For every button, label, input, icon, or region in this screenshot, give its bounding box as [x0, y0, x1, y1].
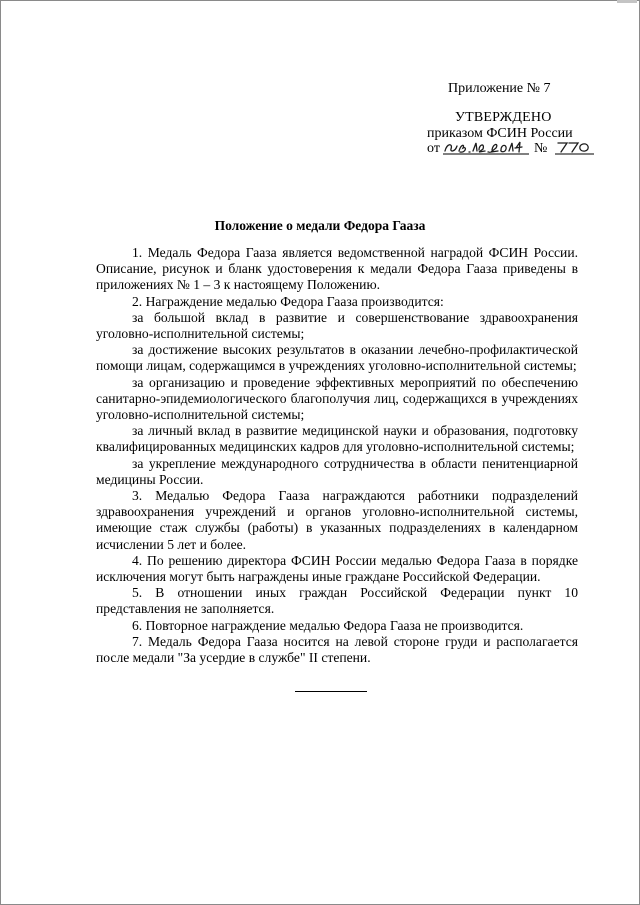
paragraph-5: 5. В отношении иных граждан Российской Федерации пункт 10 представления не заполняется. [96, 585, 578, 617]
paragraph-1: 1. Медаль Федора Гааза является ведомственной наградой ФСИН России. Описание, рисунок и бланк удостоверения к медали Федора Гааза приведены в приложениях № 1 – 3 к настоящему Положению. [96, 245, 578, 293]
paragraph-7: 7. Медаль Федора Гааза носится на левой стороне груди и располагается после медали "За усердие в службе" II степени. [96, 633, 578, 666]
paragraph-2-item-4: за личный вклад в развитие медицинской науки и образования, подготовку квалифицированных медицинских кадров для уголовно-исполнительной системы; [96, 423, 578, 455]
paragraph-2-item-1: за большой вклад в развитие и совершенствование здравоохранения уголовно-исполнительной системы; [96, 309, 578, 342]
approved-label: УТВЕРЖДЕНО [455, 110, 552, 125]
date-prefix: от [427, 141, 440, 156]
order-label: приказом ФСИН России [427, 126, 573, 141]
handwritten-date [441, 137, 531, 159]
paragraph-2-item-2: за достижение высоких результатов в оказании лечебно-профилактической помощи лицам, содержащимся в учреждениях уголовно-исполнительной системы; [96, 342, 578, 374]
paragraph-4: 4. По решению директора ФСИН России медалью Федора Гааза в порядке исключения могут быть награждены иные граждане Российской Федерации. [96, 552, 578, 585]
document-body [96, 245, 578, 666]
paragraph-3: 3. Медалью Федора Гааза награждаются работники подразделений здравоохранения учреждений и органов уголовно-исполнительной системы, имеющие стаж службы (работы) в указанных подразделениях в календарном исчислении 5 лет и более. [96, 488, 578, 552]
scan-corner-mark [617, 0, 637, 3]
order-date-line [427, 141, 577, 161]
end-separator-line [295, 691, 367, 692]
paragraph-2: 2. Награждение медалью Федора Гааза производится: [132, 293, 444, 309]
appendix-label: Приложение № 7 [448, 81, 551, 96]
paragraph-6: 6. Повторное награждение медалью Федора Гааза не производится. [132, 617, 524, 633]
document-title: Положение о медали Федора Гааза [214, 218, 426, 233]
paragraph-2-item-5: за укрепление международного сотрудничества в области пенитенциарной медицины России. [96, 455, 578, 487]
handwritten-order-number [554, 137, 596, 159]
number-prefix: № [534, 141, 548, 156]
paragraph-2-item-3: за организацию и проведение эффективных мероприятий по обеспечению санитарно-эпидемиологического благополучия лиц, содержащихся в учреждениях уголовно-исполнительной системы; [96, 374, 578, 423]
